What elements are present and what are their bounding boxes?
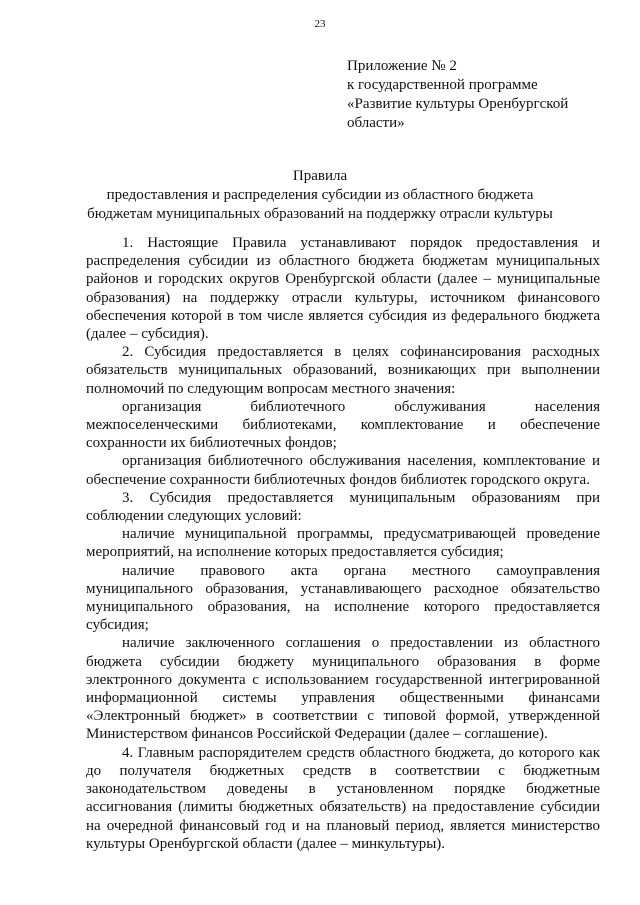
paragraph-2: 2. Субсидия предоставляется в целях софинансирования расходных обязательств муниципальных образований, возникающих при выполнении полномочий по следующим вопросам местного значения: (86, 344, 600, 397)
appendix-line: «Развитие культуры Оренбургской (347, 96, 569, 112)
paragraph-1: 1. Настоящие Правила устанавливают порядок предоставления и распределения субсидии из областного бюджета бюджетам муниципальных районов и городских округов Оренбургской области (далее – муниципальные образования) на поддержку отрасли культуры, источником финансового обеспечения которой в том числе является субсидия из федерального бюджета (далее – субсидия). (86, 235, 600, 343)
title-line: предоставления и распределения субсидии из областного бюджета (106, 187, 534, 203)
paragraph-4: 4. Главным распорядителем средств областного бюджета, до которого как до получателя бюджетных средств в соответствии с бюджетным законодательством доведены в установленном порядке бюджетные ассигнования (лимиты бюджетных обязательств) на предоставление субсидии на очередной финансовый год и на плановый период, является министерство культуры Оренбургской области (далее – минкультуры). (86, 744, 600, 852)
appendix-header (347, 57, 627, 133)
document-title (0, 167, 640, 224)
paragraph-2-item-1: организация библиотечного обслуживания населения межпоселенческими библиотеками, комплектование и обеспечение сохранности их библиотечных фондов; (86, 398, 600, 452)
appendix-line: Приложение № 2 (347, 58, 457, 74)
paragraph-3-item-3: наличие заключенного соглашения о предоставлении из областного бюджета субсидии бюджету муниципального образования в форме электронного документа с использованием государственной интегрированной информационной системы управления общественными финансами «Электронный бюджет» в соответствии с типовой формой, утвержденной Министерством финансов Российской Федерации (далее – соглашение). (86, 635, 600, 743)
paragraph-3: 3. Субсидия предоставляется муниципальным образованиям при соблюдении следующих условий: (86, 489, 600, 525)
appendix-line: к государственной программе (347, 77, 538, 93)
appendix-line: области» (347, 115, 405, 131)
title-line: бюджетам муниципальных образований на поддержку отрасли культуры (87, 206, 553, 222)
document-body (86, 234, 600, 853)
paragraph-2-item-2: организация библиотечного обслуживания населения, комплектование и обеспечение сохранности библиотечных фондов библиотек городского округа. (86, 453, 600, 488)
paragraph-3-item-2: наличие правового акта органа местного самоуправления муниципального образования, устанавливающего расходное обязательство муниципального образования, на исполнение которого предоставляется субсидия; (86, 562, 600, 634)
page-number: 23 (314, 18, 326, 30)
paragraph-3-item-1: наличие муниципальной программы, предусматривающей проведение мероприятий, на исполнение которых предоставляется субсидия; (86, 526, 600, 561)
title-heading: Правила (292, 168, 348, 184)
